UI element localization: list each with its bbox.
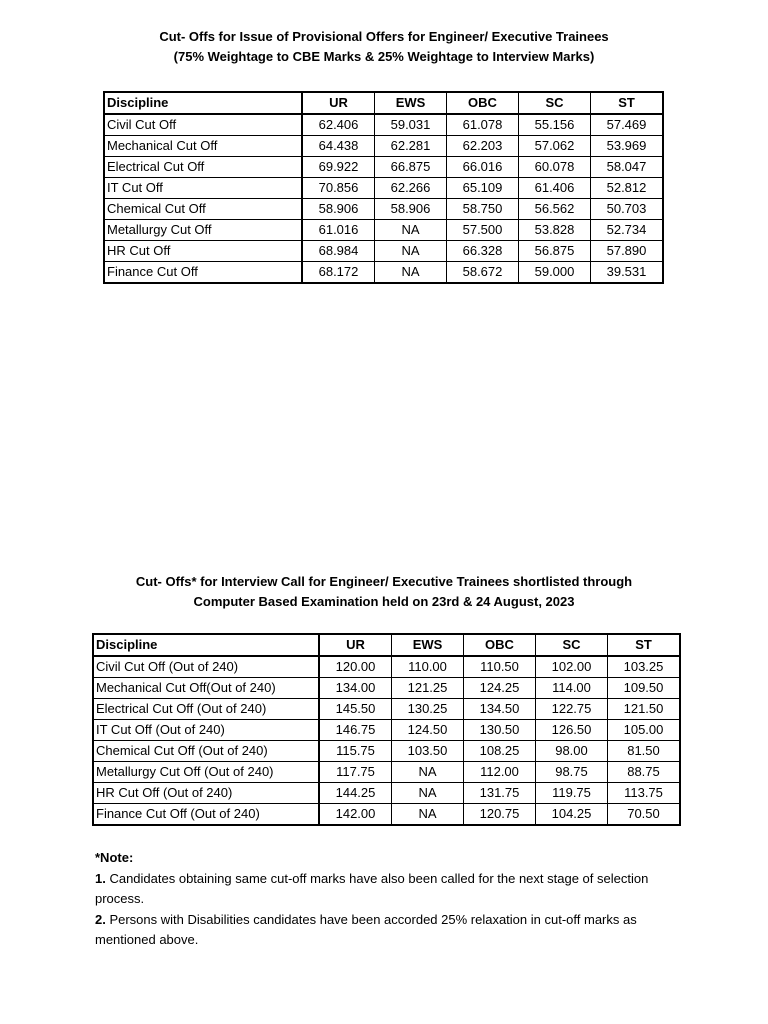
header-discipline: Discipline xyxy=(93,634,319,656)
cell-obc: 110.50 xyxy=(464,656,536,678)
cell-st: 88.75 xyxy=(608,762,681,783)
cell-ur: 68.172 xyxy=(302,262,375,284)
cell-ur: 61.016 xyxy=(302,220,375,241)
table-row xyxy=(93,678,680,699)
cell-obc: 61.078 xyxy=(447,114,519,136)
cell-obc: 108.25 xyxy=(464,741,536,762)
cell-discipline: Chemical Cut Off (Out of 240) xyxy=(93,741,319,762)
header-sc: SC xyxy=(536,634,608,656)
cell-ur: 145.50 xyxy=(319,699,392,720)
cell-sc: 59.000 xyxy=(519,262,591,284)
cell-ews: NA xyxy=(392,783,464,804)
interview-call-cutoff-table xyxy=(92,633,681,826)
cell-st: 39.531 xyxy=(591,262,664,284)
table2-heading xyxy=(0,572,768,612)
cell-obc: 66.328 xyxy=(447,241,519,262)
cell-sc: 53.828 xyxy=(519,220,591,241)
cell-ews: 58.906 xyxy=(375,199,447,220)
cell-ews: 124.50 xyxy=(392,720,464,741)
table-row xyxy=(104,178,663,199)
cell-sc: 55.156 xyxy=(519,114,591,136)
header-obc: OBC xyxy=(447,92,519,114)
table-row xyxy=(93,656,680,678)
cell-sc: 56.875 xyxy=(519,241,591,262)
cell-sc: 119.75 xyxy=(536,783,608,804)
cell-obc: 112.00 xyxy=(464,762,536,783)
cell-st: 105.00 xyxy=(608,720,681,741)
cell-st: 109.50 xyxy=(608,678,681,699)
cell-discipline: IT Cut Off xyxy=(104,178,302,199)
cell-st: 57.469 xyxy=(591,114,664,136)
header-ews: EWS xyxy=(392,634,464,656)
header-st: ST xyxy=(608,634,681,656)
cell-ews: 62.266 xyxy=(375,178,447,199)
cell-obc: 57.500 xyxy=(447,220,519,241)
note-number: 1. xyxy=(95,870,106,886)
cell-sc: 98.75 xyxy=(536,762,608,783)
cell-ur: 142.00 xyxy=(319,804,392,826)
note-number: 2. xyxy=(95,911,106,927)
cell-sc: 104.25 xyxy=(536,804,608,826)
table1-title-line1: Cut- Offs for Issue of Provisional Offers for Engineer/ Executive Trainees xyxy=(159,29,609,44)
cell-sc: 56.562 xyxy=(519,199,591,220)
cell-ur: 120.00 xyxy=(319,656,392,678)
table-row xyxy=(93,804,680,826)
provisional-offer-cutoff-table xyxy=(103,91,664,284)
cell-st: 50.703 xyxy=(591,199,664,220)
table-row xyxy=(104,241,663,262)
cell-ews: NA xyxy=(375,220,447,241)
cell-sc: 122.75 xyxy=(536,699,608,720)
note-item-1 xyxy=(95,869,675,910)
cell-st: 52.734 xyxy=(591,220,664,241)
cell-obc: 124.25 xyxy=(464,678,536,699)
note-text: Persons with Disabilities candidates have been accorded 25% relaxation in cut-off marks as mentioned above. xyxy=(95,911,637,947)
cell-obc: 134.50 xyxy=(464,699,536,720)
cell-obc: 65.109 xyxy=(447,178,519,199)
note-item-2 xyxy=(95,910,675,951)
cell-st: 52.812 xyxy=(591,178,664,199)
cell-ews: 66.875 xyxy=(375,157,447,178)
header-ur: UR xyxy=(319,634,392,656)
cell-discipline: Electrical Cut Off xyxy=(104,157,302,178)
cell-ur: 70.856 xyxy=(302,178,375,199)
cell-ews: 130.25 xyxy=(392,699,464,720)
table-row xyxy=(93,720,680,741)
cell-ur: 64.438 xyxy=(302,136,375,157)
header-st: ST xyxy=(591,92,664,114)
table-row xyxy=(104,136,663,157)
table-row xyxy=(104,220,663,241)
header-discipline: Discipline xyxy=(104,92,302,114)
cell-ur: 117.75 xyxy=(319,762,392,783)
cell-sc: 60.078 xyxy=(519,157,591,178)
table2-title-line1: Cut- Offs* for Interview Call for Engineer/ Executive Trainees shortlisted through xyxy=(135,574,633,589)
cell-discipline: Metallurgy Cut Off xyxy=(104,220,302,241)
table-row xyxy=(93,699,680,720)
cell-ur: 58.906 xyxy=(302,199,375,220)
cell-discipline: HR Cut Off xyxy=(104,241,302,262)
header-obc: OBC xyxy=(464,634,536,656)
cell-st: 113.75 xyxy=(608,783,681,804)
cell-ur: 62.406 xyxy=(302,114,375,136)
cell-st: 70.50 xyxy=(608,804,681,826)
table-header-row xyxy=(104,92,663,114)
cell-sc: 102.00 xyxy=(536,656,608,678)
table-row xyxy=(104,114,663,136)
cell-ews: 103.50 xyxy=(392,741,464,762)
cell-ews: NA xyxy=(375,262,447,284)
header-ews: EWS xyxy=(375,92,447,114)
table2-title-line2: Computer Based Examination held on 23rd & 24 August, 2023 xyxy=(193,594,575,609)
cell-st: 57.890 xyxy=(591,241,664,262)
cell-obc: 58.672 xyxy=(447,262,519,284)
table-row xyxy=(93,762,680,783)
cell-discipline: Civil Cut Off (Out of 240) xyxy=(93,656,319,678)
cell-ews: 110.00 xyxy=(392,656,464,678)
cell-sc: 126.50 xyxy=(536,720,608,741)
cell-discipline: HR Cut Off (Out of 240) xyxy=(93,783,319,804)
cell-st: 53.969 xyxy=(591,136,664,157)
cell-st: 121.50 xyxy=(608,699,681,720)
cell-ur: 134.00 xyxy=(319,678,392,699)
cell-ews: 59.031 xyxy=(375,114,447,136)
table-header-row xyxy=(93,634,680,656)
cell-discipline: Civil Cut Off xyxy=(104,114,302,136)
table-row xyxy=(104,157,663,178)
table-row xyxy=(93,783,680,804)
cell-sc: 114.00 xyxy=(536,678,608,699)
cell-sc: 61.406 xyxy=(519,178,591,199)
cell-obc: 58.750 xyxy=(447,199,519,220)
cell-ur: 68.984 xyxy=(302,241,375,262)
header-ur: UR xyxy=(302,92,375,114)
note-text: Candidates obtaining same cut-off marks have also been called for the next stage of selection process. xyxy=(95,870,649,906)
cell-ur: 115.75 xyxy=(319,741,392,762)
table1-heading xyxy=(0,27,768,67)
table-row xyxy=(93,741,680,762)
cell-discipline: Mechanical Cut Off xyxy=(104,136,302,157)
cell-ews: 121.25 xyxy=(392,678,464,699)
cell-discipline: Finance Cut Off (Out of 240) xyxy=(93,804,319,826)
header-sc: SC xyxy=(519,92,591,114)
cell-obc: 130.50 xyxy=(464,720,536,741)
cell-st: 81.50 xyxy=(608,741,681,762)
table1-title-line2: (75% Weightage to CBE Marks & 25% Weightage to Interview Marks) xyxy=(173,49,595,64)
cell-discipline: Metallurgy Cut Off (Out of 240) xyxy=(93,762,319,783)
cell-sc: 57.062 xyxy=(519,136,591,157)
cell-obc: 62.203 xyxy=(447,136,519,157)
cell-ur: 144.25 xyxy=(319,783,392,804)
cell-ews: NA xyxy=(392,804,464,826)
cell-ur: 69.922 xyxy=(302,157,375,178)
cell-discipline: Finance Cut Off xyxy=(104,262,302,284)
cell-ews: 62.281 xyxy=(375,136,447,157)
cell-ews: NA xyxy=(392,762,464,783)
table-row xyxy=(104,262,663,284)
cell-obc: 120.75 xyxy=(464,804,536,826)
notes-section xyxy=(95,848,675,951)
cell-st: 103.25 xyxy=(608,656,681,678)
notes-title: *Note: xyxy=(95,850,134,865)
cell-discipline: Mechanical Cut Off(Out of 240) xyxy=(93,678,319,699)
table-row xyxy=(104,199,663,220)
cell-sc: 98.00 xyxy=(536,741,608,762)
cell-obc: 131.75 xyxy=(464,783,536,804)
cell-discipline: IT Cut Off (Out of 240) xyxy=(93,720,319,741)
cell-discipline: Electrical Cut Off (Out of 240) xyxy=(93,699,319,720)
cell-discipline: Chemical Cut Off xyxy=(104,199,302,220)
cell-obc: 66.016 xyxy=(447,157,519,178)
cell-ews: NA xyxy=(375,241,447,262)
cell-ur: 146.75 xyxy=(319,720,392,741)
cell-st: 58.047 xyxy=(591,157,664,178)
